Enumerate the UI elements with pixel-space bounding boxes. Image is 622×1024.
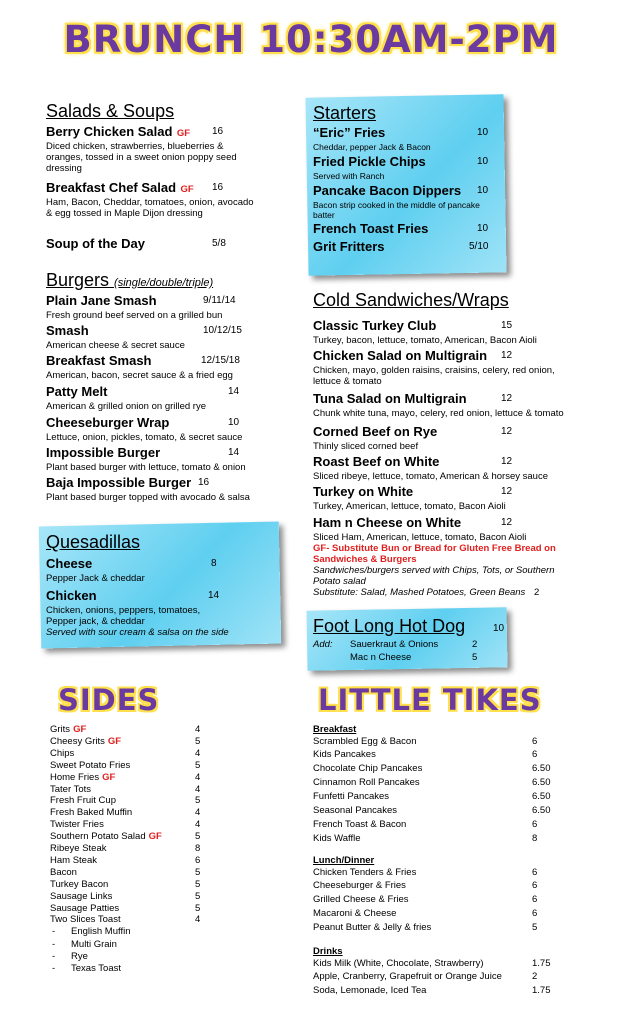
side-name: Ribeye Steak [50, 843, 107, 854]
tikes-item: Soda, Lemonade, Iced Tea [313, 985, 427, 997]
item-price: 10 [477, 127, 489, 138]
tikes-item: Grilled Cheese & Fries [313, 894, 409, 906]
side-price: 4 [195, 783, 201, 795]
hotdog-price: 10 [493, 623, 505, 634]
tikes-section-title: Lunch/Dinner [313, 855, 375, 866]
side-name: Twister Fries [50, 819, 104, 831]
toast-bullet: - [52, 950, 56, 962]
item-desc: Thinly sliced corned beef [313, 441, 419, 452]
item-name: Grit Fritters [313, 239, 385, 254]
tikes-item: Chocolate Chip Pancakes [313, 763, 423, 775]
side-name: Fresh Fruit Cup [50, 795, 116, 807]
addon-name: Sauerkraut & Onions [350, 639, 439, 650]
cold-heading: Cold Sandwiches/Wraps [313, 290, 509, 310]
toast-bullet: - [52, 926, 56, 938]
item-desc: American, bacon, secret sauce & a fried egg [46, 370, 233, 381]
tikes-price: 6 [532, 818, 538, 830]
tikes-price: 6.50 [532, 805, 551, 816]
toast-bullet: - [52, 938, 56, 950]
item-desc: Sliced Ham, American, lettuce, tomato, Bacon Aioli [313, 532, 527, 543]
burgers-note: (single/double/triple) [114, 277, 214, 289]
addon-price: 2 [472, 639, 478, 650]
item-desc: Chicken, mayo, golden raisins, craisins, celery, red onion, lettuce & tomato [313, 365, 555, 387]
menu-item [313, 483, 588, 512]
menu-item [313, 238, 498, 256]
toast-option: Multi Grain [71, 938, 117, 950]
item-price: 5/10 [469, 241, 489, 252]
item-price: 12 [501, 350, 513, 361]
side-name: Ham Steak [50, 854, 97, 866]
burgers-title: Burgers [46, 270, 110, 290]
page-title: BRUNCH 10:30AM-2PM [63, 18, 559, 61]
item-desc: Plant based burger with lettuce, tomato & onion [46, 462, 246, 473]
hotdog-heading: Foot Long Hot Dog [313, 616, 466, 636]
tikes-section-title: Drinks [313, 946, 343, 957]
tikes-section-title: Breakfast [313, 724, 357, 735]
sides-heading: SIDES [58, 683, 160, 717]
item-desc: Served with Ranch [313, 171, 385, 181]
side-price: 5 [195, 902, 201, 914]
tikes-item: Kids Milk (White, Chocolate, Strawberry) [313, 957, 484, 969]
item-name: Impossible Burger [46, 445, 161, 460]
item-price: 15 [501, 320, 513, 331]
item-price: 12/15/18 [201, 355, 240, 366]
item-desc: American & grilled onion on grilled rye [46, 401, 206, 412]
side-price: 4 [195, 724, 201, 735]
menu-item [313, 453, 588, 482]
tikes-heading: LITTLE TIKES [318, 683, 542, 717]
item-name: Roast Beef on White [313, 454, 440, 469]
item-name: Plain Jane Smash [46, 293, 157, 308]
item-desc: Bacon strip cooked in the middle of pancake batter [313, 200, 480, 220]
side-item [50, 855, 210, 866]
item-name: Smash [46, 323, 89, 338]
menu-item [313, 220, 498, 238]
item-name: Fried Pickle Chips [313, 154, 426, 169]
side-item [50, 867, 210, 878]
substitute-note [313, 587, 588, 598]
menu-item [313, 347, 583, 387]
item-name: Ham n Cheese on White [313, 515, 462, 530]
item-price: 8 [211, 558, 217, 569]
side-price: 6 [195, 854, 201, 866]
item-desc: Sliced ribeye, lettuce, tomato, American & horsey sauce [313, 471, 548, 482]
side-name: Turkey Bacon [50, 878, 109, 890]
tikes-price: 2 [532, 971, 538, 983]
item-price: 10 [228, 417, 240, 428]
gf-badge: GF [102, 771, 116, 783]
side-item [50, 795, 210, 806]
item-name: Chicken Salad on Multigrain [313, 348, 488, 363]
tikes-price: 6 [532, 749, 538, 761]
item-desc: Chicken, onions, peppers, tomatoes, Pepper jack, & cheddar [46, 605, 201, 627]
tikes-price: 1.75 [532, 957, 551, 969]
side-item [50, 891, 210, 902]
item-name: “Eric” Fries [313, 125, 386, 140]
item-desc: Pepper Jack & cheddar [46, 573, 145, 584]
tikes-item: Macaroni & Cheese [313, 908, 397, 920]
side-item [50, 807, 210, 818]
item-price: 9/11/14 [203, 295, 236, 306]
tikes-item: Funfetti Pancakes [313, 791, 390, 803]
side-item [50, 772, 210, 783]
item-name: Breakfast Smash [46, 353, 152, 368]
item-price: 10/12/15 [203, 325, 242, 336]
item-price: 12 [501, 486, 513, 497]
menu-item [313, 317, 588, 346]
item-name: Cheeseburger Wrap [46, 415, 170, 430]
item-price: 10 [477, 156, 489, 167]
item-desc: Turkey, bacon, lettuce, tomato, American, Bacon Aioli [313, 335, 537, 346]
menu-item [313, 182, 498, 220]
tikes-price: 5 [532, 922, 538, 934]
item-price: 12 [501, 517, 513, 528]
item-price: 10 [477, 185, 489, 196]
side-price: 8 [195, 843, 201, 854]
tikes-price: 6 [532, 735, 538, 747]
item-desc: Ham, Bacon, Cheddar, tomatoes, onion, avocado & egg tossed in Maple Dijon dressing [46, 197, 254, 219]
item-name: French Toast Fries [313, 221, 429, 236]
side-name: Chips [50, 747, 75, 759]
menu-item [46, 587, 271, 638]
side-name: Cheesy Grits [50, 735, 105, 747]
side-name: Sausage Links [50, 890, 113, 902]
starters-heading: Starters [313, 103, 377, 123]
tikes-price: 6 [532, 894, 538, 906]
item-name: Pancake Bacon Dippers [313, 183, 462, 198]
side-item [50, 831, 210, 842]
item-name: Cheese [46, 556, 93, 571]
toast-bullet: - [52, 962, 56, 974]
menu-item [46, 414, 271, 443]
side-name: Sausage Patties [50, 902, 120, 914]
tikes-item: Cheeseburger & Fries [313, 880, 406, 892]
item-name: Turkey on White [313, 484, 414, 499]
side-item [50, 736, 210, 747]
addon-price: 5 [472, 652, 478, 663]
side-price: 4 [195, 807, 201, 819]
tikes-item: Peanut Butter & Jelly & fries [313, 922, 432, 934]
tikes-item: French Toast & Bacon [313, 818, 407, 830]
side-name: Bacon [50, 866, 77, 878]
item-price: 5/8 [212, 238, 226, 249]
item-price: 14 [228, 386, 240, 397]
burgers-heading [46, 270, 213, 291]
side-item [50, 879, 210, 890]
side-name: Two Slices Toast [50, 914, 121, 926]
item-price: 16 [198, 477, 210, 488]
side-item [50, 843, 210, 854]
toast-option: English Muffin [71, 926, 131, 938]
item-name: Corned Beef on Rye [313, 424, 438, 439]
menu-item [46, 179, 256, 219]
item-name: Classic Turkey Club [313, 318, 437, 333]
item-price: 12 [501, 393, 513, 404]
side-price: 5 [195, 795, 201, 807]
tikes-item: Kids Pancakes [313, 749, 376, 761]
served-note: Sandwiches/burgers served with Chips, Tots, or Southern Potato salad [313, 565, 555, 587]
tikes-price: 6.50 [532, 777, 551, 789]
gf-badge: GF [73, 724, 87, 735]
side-name: Tater Tots [50, 783, 92, 795]
menu-item [46, 555, 271, 584]
item-desc: Chunk white tuna, mayo, celery, red onion, lettuce & tomato [313, 408, 564, 419]
side-price: 5 [195, 831, 201, 843]
item-name: Breakfast Chef Salad [46, 180, 177, 195]
tikes-item: Kids Waffle [313, 832, 361, 844]
menu-item [46, 352, 271, 381]
menu-item [313, 153, 498, 182]
quesadillas-heading: Quesadillas [46, 532, 141, 552]
gf-badge: GF [176, 128, 191, 139]
side-item [50, 903, 210, 914]
side-price: 5 [195, 866, 201, 878]
tikes-price: 8 [532, 832, 538, 844]
quesadilla-note: Served with sour cream & salsa on the side [46, 627, 229, 638]
gf-badge: GF [180, 184, 194, 195]
side-price: 5 [195, 735, 201, 747]
menu-item [46, 123, 256, 174]
menu-item [313, 423, 588, 452]
tikes-item: Apple, Cranberry, Grapefruit or Orange Juice [313, 971, 502, 983]
side-item [50, 748, 210, 759]
tikes-item: Chicken Tenders & Fries [313, 866, 417, 878]
side-price: 5 [195, 878, 201, 890]
item-price: 16 [212, 126, 224, 137]
item-price: 16 [212, 182, 224, 193]
menu-item [46, 474, 271, 503]
addon-name: Mac n Cheese [350, 652, 412, 663]
menu-item [46, 383, 271, 412]
item-desc: Cheddar, pepper Jack & Bacon [313, 142, 431, 152]
side-item [50, 784, 210, 795]
item-desc: Lettuce, onion, pickles, tomato, & secret sauce [46, 432, 243, 443]
gf-note: GF- Substitute Bun or Bread for Gluten Free Bread on Sandwiches & Burgers [313, 543, 556, 565]
item-desc: American cheese & secret sauce [46, 340, 185, 351]
tikes-price: 6.50 [532, 791, 551, 803]
item-name: Tuna Salad on Multigrain [313, 391, 467, 406]
item-desc: Diced chicken, strawberries, blueberries & oranges, tossed in a sweet onion poppy seed dressing [46, 141, 237, 174]
tikes-price: 6 [532, 908, 538, 920]
tikes-price: 1.75 [532, 985, 551, 997]
item-price: 10 [477, 223, 489, 234]
side-name: Sweet Potato Fries [50, 759, 131, 771]
tikes-price: 6 [532, 866, 538, 878]
menu-item [313, 124, 498, 153]
side-item [50, 724, 210, 735]
menu-item [313, 514, 588, 598]
hotdog-add-label: Add: [313, 639, 333, 650]
item-desc: Plant based burger topped with avocado & salsa [46, 492, 250, 503]
menu-item [46, 292, 271, 321]
salads-heading: Salads & Soups [46, 101, 175, 121]
item-desc: Turkey, American, lettuce, tomato, Bacon Aioli [313, 501, 506, 512]
side-name: Home Fries [50, 771, 100, 783]
menu-item [46, 444, 271, 473]
item-name: Baja Impossible Burger [46, 475, 192, 490]
tikes-item: Scrambled Egg & Bacon [313, 735, 417, 747]
menu-item [46, 322, 271, 351]
item-price: 12 [501, 456, 513, 467]
side-name: Grits [50, 724, 71, 735]
item-price: 12 [501, 426, 513, 437]
item-desc: Fresh ground beef served on a grilled bun [46, 310, 223, 321]
substitute-price: 2 [533, 587, 540, 598]
side-price: 4 [195, 747, 201, 759]
side-item [50, 914, 210, 925]
menu-item [46, 235, 256, 253]
side-price: 5 [195, 759, 201, 771]
tikes-price: 6.50 [532, 763, 551, 775]
side-price: 4 [195, 771, 201, 783]
item-name: Soup of the Day [46, 236, 145, 251]
tikes-item: Seasonal Pancakes [313, 805, 397, 816]
side-item [50, 819, 210, 830]
gf-badge: GF [148, 831, 162, 843]
side-name: Fresh Baked Muffin [50, 807, 133, 819]
tikes-item: Cinnamon Roll Pancakes [313, 777, 420, 789]
item-price: 14 [208, 590, 220, 601]
item-name: Chicken [46, 588, 97, 603]
substitute-text: Substitute: Salad, Mashed Potatoes, Green Beans [313, 587, 526, 598]
item-price: 14 [228, 447, 240, 458]
side-name: Southern Potato Salad [50, 831, 146, 843]
toast-option: Texas Toast [71, 962, 121, 974]
tikes-price: 6 [532, 880, 538, 892]
side-price: 4 [195, 819, 201, 831]
side-item [50, 760, 210, 771]
side-price: 4 [195, 914, 201, 926]
item-name: Patty Melt [46, 384, 108, 399]
item-name: Berry Chicken Salad [46, 124, 173, 139]
side-price: 5 [195, 890, 201, 902]
gf-badge: GF [107, 735, 122, 747]
menu-item [313, 390, 593, 419]
toast-option: Rye [71, 950, 88, 962]
